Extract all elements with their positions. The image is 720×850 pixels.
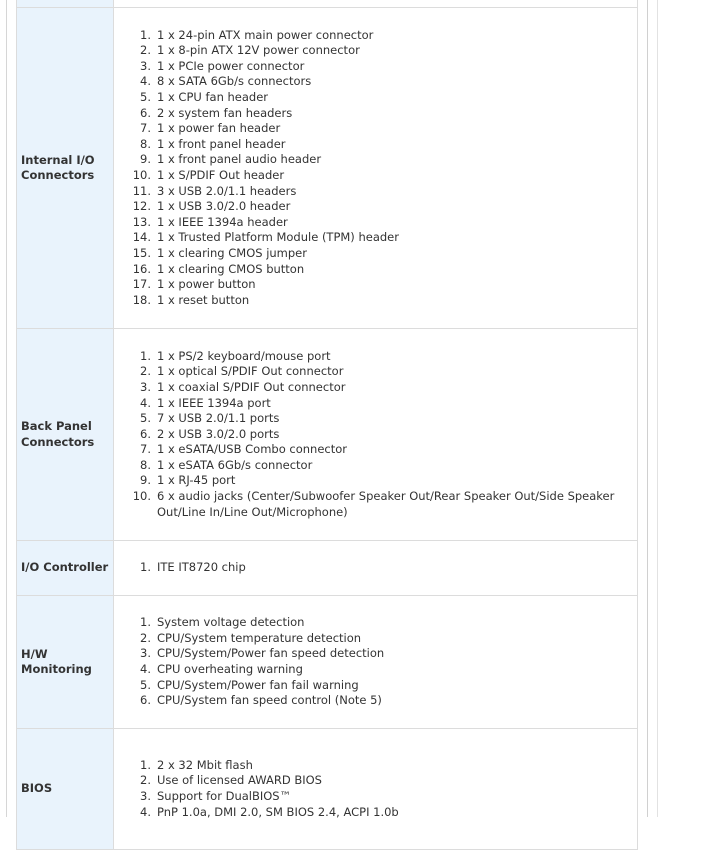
list-item-text: CPU/System/Power fan fail warning (157, 677, 359, 692)
list-item-text: PnP 1.0a, DMI 2.0, SM BIOS 2.4, ACPI 1.0b (157, 804, 399, 819)
row-label (17, 8, 114, 329)
list-item-number: 5. (140, 90, 151, 105)
list-item-text: 1 x eSATA 6Gb/s connector (157, 457, 313, 472)
list-item-number: 3. (140, 646, 151, 661)
list-item-number: 12. (132, 199, 151, 214)
row-label-line: I/O Controller (21, 560, 109, 575)
list-item-text: 1 x IEEE 1394a port (157, 395, 271, 410)
list-item-text: 1 x clearing CMOS jumper (157, 245, 307, 260)
list-item-text: 1 x front panel audio header (157, 152, 322, 167)
row-label-line: Monitoring (21, 662, 92, 676)
list-item (140, 121, 637, 137)
list-item (140, 58, 637, 75)
list-item-text: CPU/System temperature detection (157, 630, 362, 645)
list-item (140, 677, 637, 694)
list-item-text: 2 x 32 Mbit flash (157, 757, 253, 772)
list-item-text: 1 x IEEE 1394a header (157, 214, 288, 229)
list-item-text: 1 x USB 3.0/2.0 header (157, 199, 291, 214)
list-item (140, 364, 637, 380)
list-item-number: 3. (140, 379, 151, 394)
list-item-number: 16. (132, 261, 151, 276)
list-item-number: 4. (140, 395, 151, 410)
list-item-text: CPU/System fan speed control (Note 5) (157, 693, 382, 708)
list-item (140, 773, 637, 789)
list-item-text: CPU/System/Power fan speed detection (157, 646, 385, 661)
page-border-left (6, 0, 7, 817)
list-item (140, 426, 637, 443)
list-item-number: 10. (132, 489, 151, 504)
table-row (17, 596, 638, 729)
list-item-number: 14. (132, 230, 151, 245)
list-item-text: 1 x PS/2 keyboard/mouse port (157, 348, 331, 363)
list-item-text: 1 x reset button (157, 292, 250, 307)
list-item-number: 9. (140, 152, 151, 167)
row-content (114, 729, 638, 850)
list-item (132, 245, 637, 262)
list-item-number: 17. (132, 277, 151, 292)
list-item-text: 7 x USB 2.0/1.1 ports (157, 411, 280, 426)
list-item-text: 1 x coaxial S/PDIF Out connector (157, 379, 346, 394)
list-item-text: 1 x power button (157, 277, 256, 292)
list-item-number: 2. (140, 43, 151, 58)
row-label-line: H/W (21, 646, 48, 661)
list-item (140, 90, 637, 106)
list-item (132, 277, 637, 293)
list-item-text: CPU overheating warning (157, 662, 303, 676)
list-item (140, 136, 637, 153)
list-item-text: 1 x PCIe power connector (157, 58, 305, 73)
list-item (140, 43, 637, 59)
list-item-number: 8. (140, 136, 151, 151)
list-item-text: System voltage detection (157, 615, 305, 630)
list-item (140, 646, 637, 662)
row-label (17, 541, 114, 596)
list-item-text: 3 x USB 2.0/1.1 headers (157, 183, 297, 198)
list-item (132, 168, 637, 184)
list-item (140, 615, 637, 631)
list-item (140, 457, 637, 474)
list-item-number: 4. (140, 804, 151, 819)
list-item (132, 230, 637, 246)
list-item-number: 18. (132, 292, 151, 307)
list-item-number: 13. (132, 214, 151, 229)
spec-list (114, 758, 637, 820)
list-item-text: 1 x clearing CMOS button (157, 261, 305, 276)
list-item (140, 74, 637, 90)
list-item-text: 1 x Trusted Platform Module (TPM) header (157, 230, 399, 245)
list-item (140, 473, 637, 489)
row-label-line: BIOS (21, 781, 53, 796)
spec-list (114, 349, 637, 521)
list-item-text: 1 x 8-pin ATX 12V power connector (157, 43, 360, 58)
row-label (17, 329, 114, 541)
list-item (132, 489, 637, 520)
list-item-text: ITE IT8720 chip (157, 560, 246, 575)
list-item-number: 1. (140, 757, 151, 772)
list-item-text: 1 x front panel header (157, 136, 286, 151)
list-item-text: 2 x USB 3.0/2.0 ports (157, 426, 280, 441)
list-item-text: 8 x SATA 6Gb/s connectors (157, 74, 312, 89)
list-item (140, 804, 637, 821)
page-border-right (647, 0, 648, 817)
list-item (132, 183, 637, 200)
table-row-previous (17, 0, 638, 8)
row-label (17, 729, 114, 850)
list-item (140, 560, 637, 576)
list-item (140, 27, 637, 44)
list-item-number: 6. (140, 426, 151, 441)
list-item-text: 6 x audio jacks (Center/Subwoofer Speaker Out/Rear Speaker Out/Side Speaker Out/Line In/Line Out/Microphone) (157, 489, 615, 519)
list-item-number: 11. (132, 183, 151, 198)
list-item (140, 348, 637, 365)
list-item-text: 2 x system fan headers (157, 105, 293, 120)
list-item (140, 152, 637, 168)
list-item-number: 9. (140, 473, 151, 488)
list-item-number: 3. (140, 58, 151, 73)
list-item-number: 6. (140, 693, 151, 708)
list-item-text: Support for DualBIOS™ (157, 789, 292, 803)
list-item-text: 1 x RJ-45 port (157, 473, 236, 488)
list-item (140, 395, 637, 412)
list-item-number: 8. (140, 457, 151, 472)
row-label-line: Back Panel (21, 419, 92, 433)
list-item (140, 693, 637, 709)
list-item (132, 292, 637, 309)
spec-list (114, 560, 637, 576)
row-content (114, 0, 638, 8)
list-item-number: 1. (140, 348, 151, 363)
list-item-number: 2. (140, 773, 151, 788)
list-item-text: 1 x CPU fan header (157, 90, 269, 105)
row-content (114, 8, 638, 329)
list-item-text: 1 x power fan header (157, 121, 281, 136)
list-item (132, 199, 637, 215)
list-item (132, 261, 637, 278)
row-content (114, 329, 638, 541)
list-item-number: 1. (140, 615, 151, 630)
list-item-number: 6. (140, 105, 151, 120)
spec-list (114, 615, 637, 709)
list-item-text: 1 x S/PDIF Out header (157, 168, 285, 182)
list-item-number: 4. (140, 662, 151, 676)
list-item-number: 7. (140, 442, 151, 457)
list-item (140, 789, 637, 805)
list-item-number: 1. (140, 560, 151, 575)
list-item-number: 10. (132, 168, 151, 182)
list-item-number: 5. (140, 411, 151, 426)
list-item (140, 379, 637, 396)
table-row (17, 729, 638, 850)
list-item (140, 411, 637, 427)
table-row (17, 329, 638, 541)
list-item (132, 214, 637, 231)
list-item-number: 4. (140, 74, 151, 89)
list-item-text: 1 x eSATA/USB Combo connector (157, 442, 347, 457)
list-item (140, 757, 637, 774)
list-item (140, 662, 637, 678)
list-item-number: 7. (140, 121, 151, 136)
row-label (17, 596, 114, 729)
row-label-line: Connectors (21, 434, 95, 449)
list-item-number: 2. (140, 364, 151, 379)
list-item (140, 630, 637, 647)
list-item-number: 3. (140, 789, 151, 803)
table-row (17, 541, 638, 596)
list-item-text: Use of licensed AWARD BIOS (157, 773, 322, 788)
page-border-right-outer (657, 0, 658, 817)
list-item-number: 1. (140, 27, 151, 42)
list-item-number: 15. (132, 245, 151, 260)
list-item-text: 1 x 24-pin ATX main power connector (157, 27, 374, 42)
row-content (114, 541, 638, 596)
spec-table (16, 0, 638, 850)
row-label (17, 0, 114, 8)
row-content (114, 596, 638, 729)
list-item (140, 442, 637, 458)
spec-list (114, 28, 637, 309)
list-item (140, 105, 637, 122)
row-label-line: Internal I/O (21, 152, 95, 167)
list-item-number: 5. (140, 677, 151, 692)
list-item-text: 1 x optical S/PDIF Out connector (157, 364, 344, 379)
row-label-line: Connectors (21, 168, 95, 182)
table-row (17, 8, 638, 329)
list-item-number: 2. (140, 630, 151, 645)
